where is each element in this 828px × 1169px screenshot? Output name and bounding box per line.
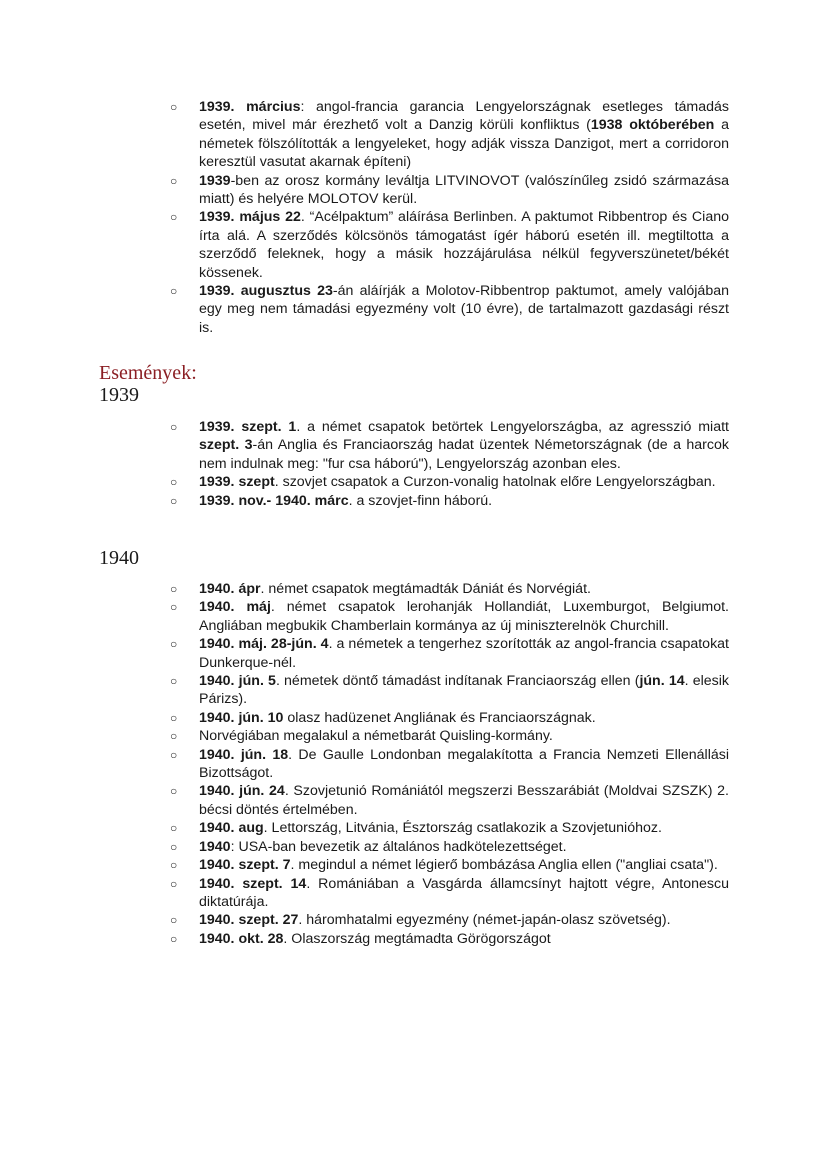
date-text: 1940. jún. 18: [199, 746, 289, 763]
list-item: [170, 672, 729, 709]
events-1939-list: [170, 418, 729, 510]
date-text: 1940: [199, 838, 231, 855]
date-text: 1939: [199, 172, 231, 189]
date-text: 1940. okt. 28: [199, 930, 284, 947]
date-text: 1939. szept: [199, 474, 275, 491]
date-text: 1939. május 22: [199, 209, 301, 226]
bullet-circle-icon: ○: [170, 493, 178, 508]
bullet-circle-icon: ○: [170, 674, 178, 689]
bullet-circle-icon: ○: [170, 913, 178, 928]
list-item: [170, 709, 729, 727]
item-text: . háromhatalmi egyezmény (német-japán-olasz szövetség).: [298, 912, 671, 929]
bullet-circle-icon: ○: [170, 784, 178, 799]
item-text: -án aláírják a Molotov-Ribbentrop paktumot, amely valójában egy meg nem támadási egyezmény volt (10 évre), de tartalmazott gazdasági részt is.: [199, 283, 729, 336]
bullet-circle-icon: ○: [170, 637, 178, 652]
bullet-circle-icon: ○: [170, 858, 178, 873]
list-item: [170, 856, 729, 874]
bullet-circle-icon: ○: [170, 173, 178, 188]
date-text: jún. 14: [639, 673, 685, 690]
list-item: [170, 598, 729, 635]
list-item: [170, 838, 729, 856]
item-text: : USA-ban bevezetik az általános hadkötelezettséget.: [230, 838, 567, 855]
item-text: . “Acélpaktum” aláírása Berlinben. A paktumot Ribbentrop és Ciano írta alá. A szerződés kölcsönös támogatást ígér háború esetén ill. megtiltotta a szerződő feleknek, hogy a másik hozzájárulása nélkül fegyverszünetet/békét kössenek.: [199, 209, 730, 281]
item-text: . megindul a német légierő bombázása Anglia ellen ("angliai csata").: [290, 857, 718, 874]
date-text: szept. 3: [199, 437, 253, 454]
list-item: [170, 782, 729, 819]
list-item: [170, 911, 729, 929]
item-text: . német csapatok megtámadták Dániát és Norvégiát.: [260, 581, 591, 597]
bullet-circle-icon: ○: [170, 582, 178, 596]
list-item: [170, 746, 729, 783]
heading-esemenyek: Események:: [99, 362, 197, 384]
item-text: -ben az orosz kormány leváltja LITVINOVOT (valószínűleg zsidó származása miatt) és helyére MOLOTOV kerül.: [199, 172, 729, 208]
bullet-circle-icon: ○: [170, 210, 178, 225]
list-item: [170, 473, 729, 491]
item-text: . De Gaulle Londonban megalakította a Francia Nemzeti Ellenállási Bizottságot.: [199, 746, 729, 782]
item-text: . a németek a tengerhez szorították az angol-francia csapatokat Dunkerque-nél.: [199, 636, 729, 671]
item-text: . elesik Párizs).: [199, 673, 729, 708]
item-text: . a német csapatok betörtek Lengyelországba, az agresszió miatt: [296, 419, 729, 435]
item-text: olasz hadüzenet Angliának és Franciaországnak.: [283, 709, 596, 726]
list-item: [170, 930, 729, 948]
list-item: [170, 172, 729, 209]
bullet-circle-icon: ○: [170, 600, 178, 615]
item-text: . szovjet csapatok a Curzon-vonalig hatolnak előre Lengyelországban.: [274, 474, 716, 491]
bullet-circle-icon: ○: [170, 839, 178, 854]
bullet-circle-icon: ○: [170, 931, 178, 946]
list-item: [170, 98, 729, 172]
heading-1939: 1939: [99, 384, 139, 406]
item-text: . Szovjetunió Romániától megszerzi Besszarábiát (Moldvai SZSZK) 2. bécsi döntés értelmében.: [199, 783, 729, 818]
bullet-circle-icon: ○: [170, 710, 178, 725]
list-item: [170, 727, 729, 745]
item-text: a németek fölszólították a lengyeleket, hogy adják vissza Danzigot, mert a corridoron keresztül vasutat akarnak építeni): [199, 117, 729, 171]
bullet-circle-icon: ○: [170, 747, 178, 762]
date-text: 1939. augusztus 23: [199, 283, 333, 300]
list-item: [170, 580, 729, 598]
date-text: 1940. jún. 5: [199, 673, 276, 690]
bullet-circle-icon: ○: [170, 729, 178, 744]
bullet-circle-icon: ○: [170, 284, 178, 299]
date-text: 1940. ápr: [199, 581, 261, 597]
bullet-circle-icon: ○: [170, 876, 178, 891]
item-text: . Romániában a Vasgárda államcsínyt hajtott végre, Antonescu diktatúrája.: [199, 875, 729, 910]
item-text: -án Anglia és Franciaország hadat üzentek Németországnak (de a harcok nem indulnak meg: "fur csa háború"), Lengyelország azonban eles.: [199, 437, 729, 472]
list-item: [170, 819, 729, 837]
date-text: 1938 októberében: [590, 117, 715, 134]
list-item: [170, 635, 729, 672]
date-text: 1939. szept. 1: [199, 419, 297, 435]
list-item: [170, 492, 729, 510]
item-text: . német csapatok lerohanják Hollandiát, Luxemburgot, Belgiumot. Angliában megbukik Chamberlain kormánya az új miniszterelnök Churchill.: [199, 599, 729, 634]
date-text: 1940. jún. 24: [199, 783, 285, 800]
list-item: [170, 875, 729, 912]
list-item: [170, 418, 729, 473]
item-text: . németek döntő támadást indítanak Franciaország ellen (: [275, 673, 640, 690]
list-item: [170, 208, 730, 282]
item-text: : angol-francia garancia Lengyelországnak esetleges támadás esetén, mivel már érezhető volt a Danzig körüli konfliktus (: [199, 99, 729, 134]
date-text: 1940. máj: [199, 599, 271, 616]
item-text: Norvégiában megalakul a németbarát Quisling-kormány.: [199, 728, 553, 745]
bullet-circle-icon: ○: [170, 821, 178, 836]
date-text: 1939. nov.- 1940. márc: [199, 492, 349, 509]
intro-list: [170, 98, 730, 337]
date-text: 1940. jún. 10: [199, 709, 284, 726]
date-text: 1939. március: [199, 99, 301, 115]
heading-1940: 1940: [99, 547, 139, 569]
item-text: . a szovjet-finn háború.: [348, 492, 493, 509]
item-text: . Olaszország megtámadta Görögországot: [283, 930, 551, 947]
date-text: 1940. máj. 28-jún. 4: [199, 636, 329, 653]
events-1940-list: [170, 580, 729, 948]
bullet-circle-icon: ○: [170, 420, 178, 434]
list-item: [170, 282, 729, 337]
item-text: . Lettország, Litvánia, Észtország csatlakozik a Szovjetunióhoz.: [263, 820, 662, 837]
bullet-circle-icon: ○: [170, 100, 178, 114]
bullet-circle-icon: ○: [170, 475, 178, 490]
date-text: 1940. szept. 14: [199, 875, 307, 892]
date-text: 1940. szept. 7: [199, 857, 291, 874]
date-text: 1940. szept. 27: [199, 912, 299, 929]
date-text: 1940. aug: [199, 820, 264, 837]
